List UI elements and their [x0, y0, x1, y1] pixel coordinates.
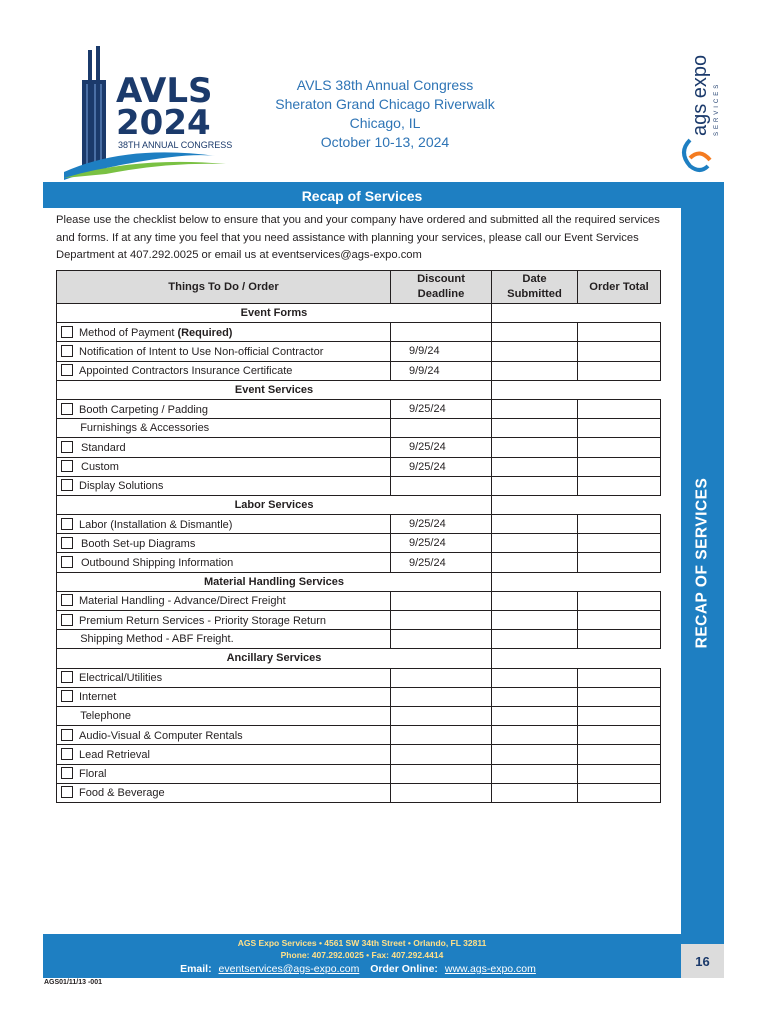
- date-submitted-cell[interactable]: [492, 457, 578, 476]
- order-total-cell[interactable]: [578, 706, 661, 725]
- order-total-cell[interactable]: [578, 342, 661, 361]
- section-row: [57, 304, 661, 323]
- checkbox[interactable]: [61, 518, 73, 530]
- document-code: AGS01/11/13 -001: [44, 979, 102, 986]
- date-submitted-cell[interactable]: [492, 630, 578, 649]
- brand-name: ags expo: [689, 54, 711, 136]
- deadline-cell: 9/25/24: [391, 438, 492, 457]
- table-row: [57, 706, 661, 725]
- row-label: Notification of Intent to Use Non-official Contractor: [79, 345, 324, 358]
- row-label: Labor (Installation & Dismantle): [79, 518, 233, 531]
- section-ancillary: Ancillary Services: [57, 649, 492, 668]
- checkbox[interactable]: [61, 614, 73, 626]
- checkbox[interactable]: [61, 537, 73, 549]
- date-submitted-cell[interactable]: [492, 668, 578, 687]
- required-note: (Required): [177, 326, 233, 339]
- logo-tagline: 38TH ANNUAL CONGRESS: [118, 140, 233, 150]
- date-submitted-cell[interactable]: [492, 419, 578, 438]
- row-label: Booth Set-up Diagrams: [81, 537, 196, 550]
- row-label: Lead Retrieval: [79, 748, 150, 761]
- section-row: [57, 572, 661, 591]
- recap-banner: Recap of Services: [43, 182, 681, 208]
- col-header-todo: Things To Do / Order: [57, 271, 391, 304]
- section-labor-services: Labor Services: [57, 495, 492, 514]
- order-total-cell[interactable]: [578, 361, 661, 380]
- deadline-cell: 9/25/24: [391, 457, 492, 476]
- order-total-cell[interactable]: [578, 399, 661, 418]
- order-total-cell[interactable]: [578, 419, 661, 438]
- date-submitted-cell[interactable]: [492, 764, 578, 783]
- checkbox[interactable]: [61, 690, 73, 702]
- order-total-cell[interactable]: [578, 668, 661, 687]
- deadline-cell: 9/25/24: [391, 399, 492, 418]
- checkbox[interactable]: [61, 479, 73, 491]
- checkbox[interactable]: [61, 441, 73, 453]
- section-row: [57, 380, 661, 399]
- header-line4: October 10-13, 2024: [320, 134, 450, 150]
- row-label: Booth Carpeting / Padding: [79, 403, 209, 416]
- date-submitted-cell[interactable]: [492, 726, 578, 745]
- order-total-cell[interactable]: [578, 726, 661, 745]
- table-row: [57, 553, 661, 572]
- event-header: [230, 76, 540, 152]
- table-row: [57, 342, 661, 361]
- order-total-cell[interactable]: [578, 438, 661, 457]
- table-row: [57, 534, 661, 553]
- sidebar-tab: [681, 182, 724, 944]
- deadline-cell: 9/25/24: [391, 515, 492, 534]
- order-total-cell[interactable]: [578, 687, 661, 706]
- checkbox[interactable]: [61, 403, 73, 415]
- sidebar-label: RECAP OF SERVICES: [693, 477, 711, 649]
- table-row: [57, 726, 661, 745]
- col-header-total: Order Total: [578, 271, 661, 304]
- table-row: [57, 783, 661, 802]
- row-label: Floral: [79, 768, 107, 781]
- table-row: [57, 611, 661, 630]
- footer-bar: [43, 934, 681, 978]
- online-label: Order Online:: [370, 963, 438, 975]
- order-total-cell[interactable]: [578, 630, 661, 649]
- services-checklist-table: [56, 270, 661, 803]
- date-submitted-cell[interactable]: [492, 783, 578, 802]
- order-total-cell[interactable]: [578, 457, 661, 476]
- table-row: [57, 438, 661, 457]
- table-row: [57, 591, 661, 610]
- checkbox[interactable]: [61, 767, 73, 779]
- row-label: Shipping Method - ABF Freight.: [80, 633, 234, 646]
- page-number: 16: [681, 944, 724, 978]
- date-submitted-cell[interactable]: [492, 591, 578, 610]
- col-header-deadline: Discount Deadline: [391, 271, 492, 304]
- email-label: Email:: [180, 963, 212, 975]
- deadline-cell: 9/25/24: [391, 534, 492, 553]
- date-submitted-cell[interactable]: [492, 515, 578, 534]
- header-line1: AVLS 38th Annual Congress: [296, 77, 474, 93]
- table-row: [57, 630, 661, 649]
- order-total-cell[interactable]: [578, 611, 661, 630]
- row-label: Food & Beverage: [79, 787, 165, 800]
- date-submitted-cell[interactable]: [492, 361, 578, 380]
- date-submitted-cell[interactable]: [492, 534, 578, 553]
- table-row: [57, 515, 661, 534]
- col-header-submitted: Date Submitted: [492, 271, 578, 304]
- order-total-cell[interactable]: [578, 764, 661, 783]
- checkbox[interactable]: [61, 364, 73, 376]
- table-row: [57, 668, 661, 687]
- date-submitted-cell[interactable]: [492, 611, 578, 630]
- website-link[interactable]: www.ags-expo.com: [444, 963, 536, 975]
- logo-line1: AVLS: [116, 71, 213, 111]
- date-submitted-cell[interactable]: [492, 553, 578, 572]
- footer-phone: Phone: 407.292.0025 • Fax: 407.292.4414: [280, 950, 444, 960]
- order-total-cell[interactable]: [578, 515, 661, 534]
- date-submitted-cell[interactable]: [492, 687, 578, 706]
- order-total-cell[interactable]: [578, 591, 661, 610]
- row-label: Internet: [79, 691, 117, 704]
- row-label: Premium Return Services - Priority Storage Return: [79, 614, 326, 627]
- header-line2: Sheraton Grand Chicago Riverwalk: [275, 96, 495, 112]
- table-row: [57, 476, 661, 495]
- row-label: Material Handling - Advance/Direct Freight: [79, 595, 286, 608]
- section-event-services: Event Services: [57, 380, 492, 399]
- footer-contact: [43, 963, 681, 975]
- date-submitted-cell[interactable]: [492, 438, 578, 457]
- row-label: Custom: [81, 461, 119, 474]
- brand-sub: SERVICES: [714, 81, 720, 136]
- date-submitted-cell[interactable]: [492, 745, 578, 764]
- order-total-cell[interactable]: [578, 534, 661, 553]
- header-line3: Chicago, IL: [349, 115, 421, 131]
- deadline-cell: 9/25/24: [391, 553, 492, 572]
- order-total-cell[interactable]: [578, 783, 661, 802]
- date-submitted-cell[interactable]: [492, 706, 578, 725]
- row-label: Outbound Shipping Information: [81, 557, 234, 570]
- date-submitted-cell[interactable]: [492, 399, 578, 418]
- row-label: Method of Payment: [79, 326, 175, 339]
- footer-address: AGS Expo Services • 4561 SW 34th Street • Orlando, FL 32811: [237, 938, 487, 948]
- table-row: [57, 361, 661, 380]
- section-row: [57, 495, 661, 514]
- row-label: Electrical/Utilities: [79, 672, 163, 685]
- date-submitted-cell[interactable]: [492, 476, 578, 495]
- section-event-forms: Event Forms: [57, 304, 492, 323]
- avls-logo: [56, 44, 256, 184]
- table-row: [57, 323, 661, 342]
- table-row: [57, 457, 661, 476]
- section-row: [57, 649, 661, 668]
- table-row: [57, 745, 661, 764]
- checkbox[interactable]: [61, 460, 73, 472]
- table-row: [57, 419, 661, 438]
- checkbox[interactable]: [61, 556, 73, 568]
- order-total-cell[interactable]: [578, 745, 661, 764]
- order-total-cell[interactable]: [578, 476, 661, 495]
- row-label: Telephone: [80, 710, 131, 723]
- intro-text: Please use the checklist below to ensure that you and your company have ordered and submitted all the required services and forms. If at any time you feel that you need assistance with planning your services, please call our Event Services Department at 407.292.0025 or email us at eventservices@ags-expo.com: [56, 214, 660, 261]
- checkbox[interactable]: [61, 345, 73, 357]
- row-label: Furnishings & Accessories: [80, 422, 210, 435]
- checkbox[interactable]: [61, 326, 73, 338]
- date-submitted-cell[interactable]: [492, 342, 578, 361]
- table-row: [57, 399, 661, 418]
- table-row: [57, 764, 661, 783]
- email-link[interactable]: eventservices@ags-expo.com: [218, 963, 360, 975]
- checkbox[interactable]: [61, 594, 73, 606]
- section-material-handling: Material Handling Services: [57, 572, 492, 591]
- checkbox[interactable]: [61, 786, 73, 798]
- checkbox[interactable]: [61, 729, 73, 741]
- deadline-cell: 9/9/24: [391, 361, 492, 380]
- checkbox[interactable]: [61, 671, 73, 683]
- ags-expo-logo: [676, 40, 726, 180]
- row-label: Appointed Contractors Insurance Certificate: [79, 365, 293, 378]
- order-total-cell[interactable]: [578, 323, 661, 342]
- logo-line2: 2024: [116, 103, 211, 143]
- table-row: [57, 687, 661, 706]
- date-submitted-cell[interactable]: [492, 323, 578, 342]
- row-label: Standard: [81, 441, 126, 454]
- order-total-cell[interactable]: [578, 553, 661, 572]
- row-label: Display Solutions: [79, 480, 164, 493]
- checkbox[interactable]: [61, 748, 73, 760]
- deadline-cell: 9/9/24: [391, 342, 492, 361]
- row-label: Audio-Visual & Computer Rentals: [79, 729, 243, 742]
